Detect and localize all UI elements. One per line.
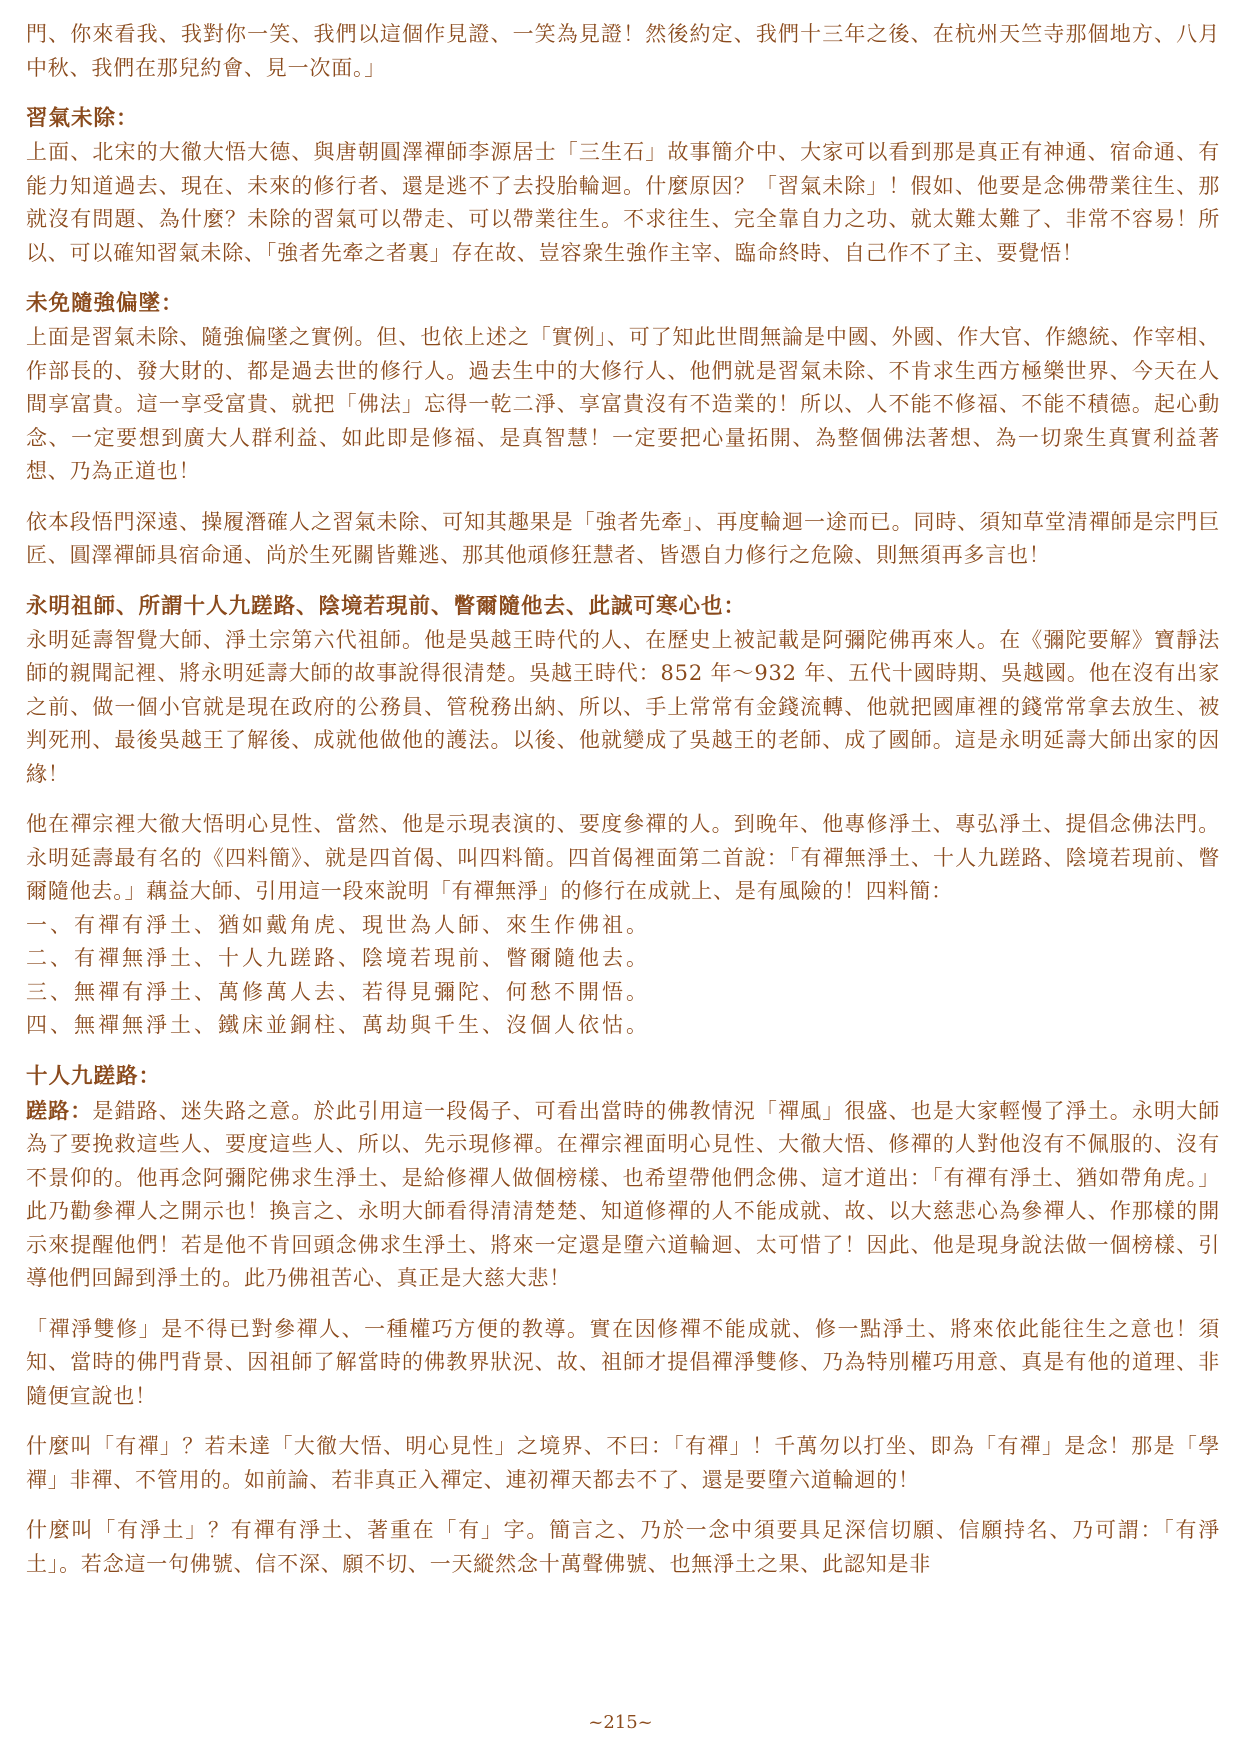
heading-nine-of-ten: 十人九蹉路： bbox=[26, 1063, 162, 1089]
document-page bbox=[26, 18, 1220, 1754]
list-item: 三、無禪有淨土、萬修萬人去、若得見彌陀、何愁不開悟。 bbox=[26, 979, 650, 1004]
heading-falling-by-strength: 未免隨強偏墜： bbox=[26, 291, 184, 316]
list-item: 二、有禪無淨土、十人九蹉路、陰境若現前、瞥爾隨他去。 bbox=[26, 946, 650, 970]
paragraph-what-is-pure-land: 什麼叫「有淨土」？有禪有淨土、著重在「有」字。簡言之、乃於一念中須要具足深信切願、信願持名、乃可謂：「有淨土」。若念這一句佛號、信不深、願不切、一天縱然念十萬聲佛號、也無淨土之果、此認知是非 bbox=[26, 1518, 1220, 1576]
paragraph-yongming-bio: 永明延壽智覺大師、淨土宗第六代祖師。他是吳越王時代的人、在歷史上被記載是阿彌陀佛再來人。在《彌陀要解》寶靜法師的親聞記裡、將永明延壽大師的故事說得很清楚。吳越王時代：852 年～932 年、五代十國時期、吳越國。他在沒有出家之前、做一個小官就是現在政府的公務員、管稅務出納、所以、手上常常有金錢流轉、他就把國庫裡的錢常常拿去放生、被判死刑、最後吳越王了解後、成就他做他的護法。以後、他就變成了吳越王的老師、成了國師。這是永明延壽大師出家的因緣！ bbox=[26, 627, 1220, 786]
paragraph-what-is-chan: 什麼叫「有禪」？若未達「大徹大悟、明心見性」之境界、不曰：「有禪」！千萬勿以打坐、即為「有禪」是念！那是「學禪」非禪、不管用的。如前論、若非真正入禪定、連初禪天都去不了、還是要墮六道輪迴的！ bbox=[26, 1434, 1220, 1492]
page-number: ~215~ bbox=[588, 1712, 653, 1733]
heading-habits-not-removed: 習氣未除： bbox=[26, 106, 139, 131]
paragraph-dual-practice: 「禪淨雙修」是不得已對參禪人、一種權巧方便的教導。實在因修禪不能成就、修一點淨土、將來依此能往生之意也！須知、當時的佛門背景、因祖師了解當時的佛教界狀況、故、祖師才提倡禪淨雙修、乃為特別權巧用意、真是有他的道理、非隨便宣說也！ bbox=[26, 1316, 1220, 1408]
paragraph-habits: 上面、北宋的大徹大悟大德、與唐朝圓澤禪師李源居士「三生石」故事簡介中、大家可以看到那是真正有神通、宿命通、有能力知道過去、現在、未來的修行者、還是逃不了去投胎輪迴。什麼原因？「習氣未除」！假如、他要是念佛帶業往生、那就沒有問題、為什麼？未除的習氣可以帶走、可以帶業往生。不求往生、完全靠自力之功、就太難太難了、非常不容易！所以、可以確知習氣未除、「強者先牽之者裏」存在故、豈容衆生強作主宰、臨命終時、自己作不了主、要覺悟！ bbox=[26, 140, 1220, 265]
list-item: 四、無禪無淨土、鐵床並銅柱、萬劫與千生、沒個人依怙。 bbox=[26, 1013, 650, 1037]
paragraph-wrong-path-text: 是錯路、迷失路之意。於此引用這一段偈子、可看出當時的佛教情況「禪風」很盛、也是大家輕慢了淨土。永明大師為了要挽救這些人、要度這些人、所以、先示現修禪。在禪宗裡面明心見性、大徹大悟、修禪的人對他沒有不佩服的、沒有不景仰的。他再念阿彌陀佛求生淨土、是給修禪人做個榜樣、也希望帶他們念佛、這才道出：「有禪有淨土、猶如帶角虎。」此乃勸參禪人之開示也！換言之、永明大師看得清清楚楚、知道修禪的人不能成就、故、以大慈悲心為參禪人、作那樣的開示來提醒他們！若是他不肯回頭念佛求生淨土、將來一定還是墮六道輪迴、太可惜了！因此、他是現身說法做一個榜樣、引導他們回歸到淨土的。此乃佛祖苦心、真正是大慈大悲！ bbox=[26, 1098, 1221, 1290]
paragraph-wrong-path bbox=[26, 1094, 1220, 1296]
list-item: 一、有禪有淨土、猶如戴角虎、現世為人師、來生作佛祖。 bbox=[26, 912, 650, 937]
paragraph-four-simplifications: 他在禪宗裡大徹大悟明心見性、當然、他是示現表演的、要度參禪的人。到晚年、他專修淨土、專弘淨土、提倡念佛法門。永明延壽最有名的《四料簡》、就是四首偈、叫四料簡。四首偈裡面第二首說：「有禪無淨土、十人九蹉路、陰境若現前、瞥爾隨他去。」藕益大師、引用這一段來說明「有禪無淨」的修行在成就上、是有風險的！四料簡： bbox=[26, 812, 1220, 903]
term-wrong-path: 蹉路： bbox=[26, 1097, 93, 1123]
paragraph-conclusion: 依本段悟門深遠、操履潛確人之習氣未除、可知其趣果是「強者先牽」、再度輪迴一途而已。同時、須知草堂清禪師是宗門巨匠、圓澤禪師具宿命通、尚於生死關皆難逃、那其他頑修狂慧者、皆憑自力修行之危險、則無須再多言也！ bbox=[26, 509, 1220, 567]
four-simplifications-list bbox=[26, 909, 1220, 1043]
intro-paragraph: 門、你來看我、我對你一笑、我們以這個作見證、一笑為見證！然後約定、我們十三年之後、在杭州天竺寺那個地方、八月中秋、我們在那兒約會、見一次面。」 bbox=[26, 22, 1220, 80]
heading-yongming: 永明祖師、所謂十人九蹉路、陰境若現前、瞥爾隨他去、此誠可寒心也： bbox=[26, 593, 747, 619]
paragraph-examples: 上面是習氣未除、隨強偏墜之實例。但、也依上述之「實例」、可了知此世間無論是中國、外國、作大官、作總統、作宰相、作部長的、發大財的、都是過去世的修行人。過去生中的大修行人、他們就是習氣未除、不肯求生西方極樂世界、今天在人間享富貴。這一享受富貴、就把「佛法」忘得一乾二淨、享富貴沒有不造業的！所以、人不能不修福、不能不積德。起心動念、一定要想到廣大人群利益、如此即是修福、是真智慧！一定要把心量拓開、為整個佛法著想、為一切衆生真實利益著想、乃為正道也！ bbox=[26, 325, 1220, 483]
